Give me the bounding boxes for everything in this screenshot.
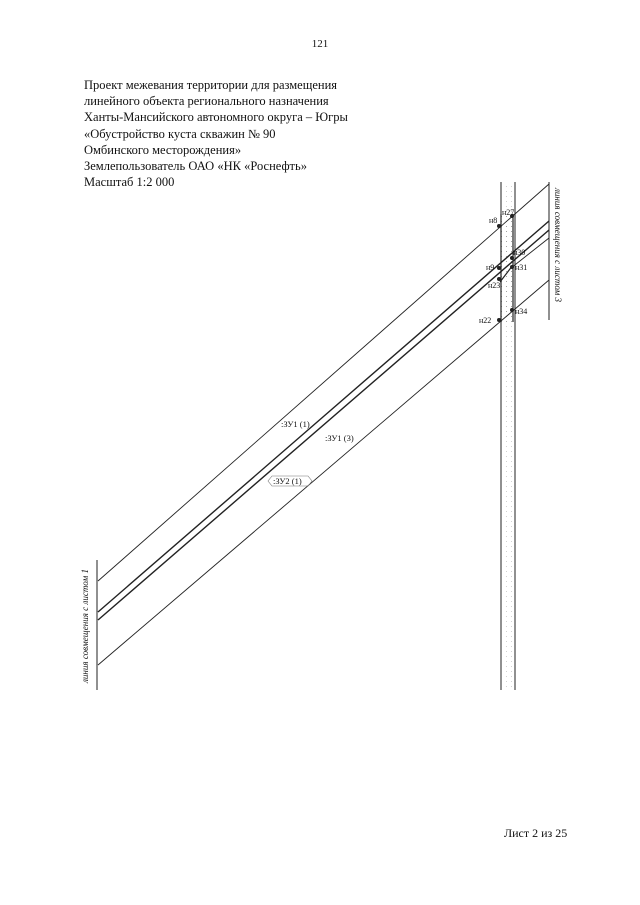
point-n34-label: н34 xyxy=(515,307,528,316)
title-line-4: «Обустройство куста скважин № 90 xyxy=(84,126,276,141)
match-lines xyxy=(80,182,563,690)
parcel-zu1-1-label: :ЗУ1 (1) xyxy=(281,419,310,429)
point-n27-label: н27 xyxy=(502,208,515,217)
land-user-line: Землепользователь ОАО «НК «Роснефть» xyxy=(84,159,307,174)
sheet-counter: Лист 2 из 25 xyxy=(504,826,568,840)
point-n31-label: н31 xyxy=(515,263,528,272)
page-number: 121 xyxy=(311,38,329,50)
point-n31-marker xyxy=(510,265,514,269)
title-line-3: Ханты-Мансийского автономного округа – Югры xyxy=(84,110,348,125)
point-n30-label: н30 xyxy=(513,248,526,257)
point-n8-marker xyxy=(497,224,501,228)
parcel-zu2-1-label: :ЗУ2 (1) xyxy=(273,476,302,486)
boundary-top xyxy=(98,184,549,581)
title-line-2: линейного объекта регионального назначения xyxy=(84,94,329,109)
point-n9-label: н9 xyxy=(486,263,495,272)
parcel-boundaries xyxy=(98,184,549,665)
point-n8-label: н8 xyxy=(489,216,498,225)
boundary-upper-middle xyxy=(98,221,549,612)
point-n22-marker xyxy=(497,318,501,322)
scale-line: Масштаб 1:2 000 xyxy=(84,175,175,190)
point-n23-label: н23 xyxy=(488,281,501,290)
match-line-left-label: линия совмещения с листом 1 xyxy=(80,569,90,683)
match-line-right-label: линия совмещения с листом 3 xyxy=(553,188,563,302)
point-n9-marker xyxy=(497,266,501,270)
boundary-lower-middle xyxy=(98,230,549,620)
point-n22-label: н22 xyxy=(479,316,492,325)
title-line-5: Омбинского месторождения» xyxy=(84,142,242,157)
boundary-bottom xyxy=(98,280,549,665)
title-line-1: Проект межевания территории для размещения xyxy=(84,78,338,92)
point-n34-marker xyxy=(510,308,514,312)
parcel-labels xyxy=(268,419,354,486)
parcel-zu1-3-label: :ЗУ1 (3) xyxy=(325,433,354,443)
